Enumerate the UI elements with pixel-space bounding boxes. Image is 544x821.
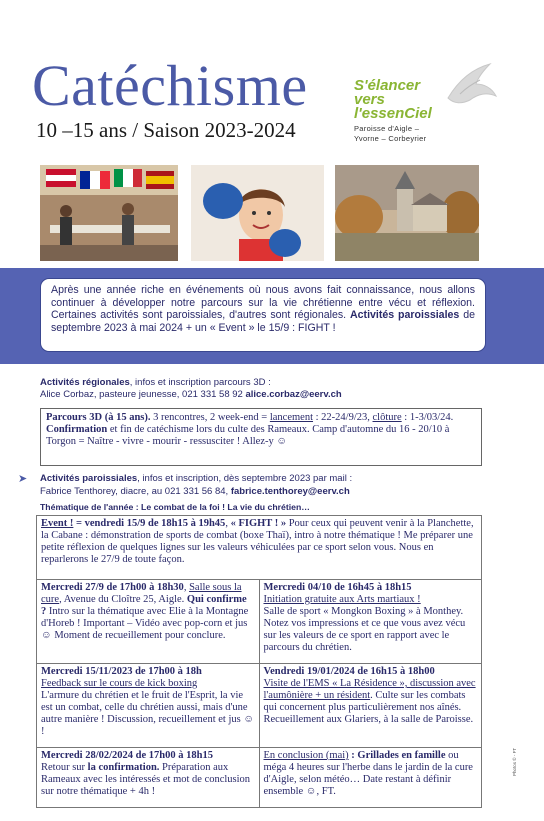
- page-subtitle: 10 –15 ans / Saison 2023-2024: [36, 118, 296, 142]
- parish-logo: [352, 58, 502, 148]
- intro-text: Après une année riche en événements où nous avons fait connaissance, nous allons continuer à développer notre parcours sur la vie chrétienne entre vécu et réflexion. Certaines activités sont paroissiales, d'autres sont régionales.: [51, 284, 475, 322]
- parish-info: [40, 472, 352, 498]
- photo-classroom: [40, 165, 178, 261]
- parish-contact: Fabrice Tenthorey, diacre, au 021 331 56 84,: [40, 486, 231, 497]
- c5-bold: la confirmation.: [87, 762, 160, 774]
- parcours-confirmation: Confirmation: [46, 424, 108, 435]
- c4-date: Vendredi 19/01/2024 de 16h15 à 18h00: [263, 666, 435, 677]
- cell-28-02: [37, 748, 260, 808]
- intro-box: [40, 278, 486, 352]
- c2-sub: Initiation gratuite aux Arts martiaux !: [263, 594, 421, 606]
- intro-rest: de septembre 2023 à mai 2024 + un « Event » le 15/9 : FIGHT !: [51, 309, 475, 335]
- calendar-table: [36, 515, 482, 808]
- c1-place: Salle sous la cure: [41, 582, 242, 606]
- event-text: Pour ceux qui peuvent venir à la Planchette, la Cabane : démonstration de sports de combat (boxe Thaï), intro à notre thématique ! Me préparer une petite réflexion de quelques lignes sur les valeurs véhiculées par ce sport selon vous. Nous en reparlerons le 27/9 de toute façon.: [41, 518, 474, 566]
- parcours-3d-box: [40, 408, 482, 466]
- photo-boxing-child: [191, 165, 324, 261]
- arrow-bullet-icon: ➤: [18, 473, 28, 485]
- c6-sub: En conclusion (mai): [263, 750, 349, 761]
- c6-text: ou méga 4 heures sur l'herbe dans le jardin de la cure d'Aigle, selon météo… Date restant à définir ensemble ☺, FT.: [263, 750, 473, 798]
- c5-text: Préparation aux Rameaux avec les intéressés et mot de conclusion sur notre thématique + 4h !: [41, 762, 251, 798]
- c2-text: Salle de sport « Mongkon Boxing » à Monthey. Notez vos impressions et ce que vous avez vécu sur les valeurs de ce sport en rapport avec le parcours du chrétien.: [263, 606, 466, 654]
- table-row: [37, 516, 482, 580]
- c3-date: Mercredi 15/11/2023 de 17h00 à 18h: [41, 666, 202, 677]
- c6-bold: : Grillades en famille: [348, 750, 446, 761]
- c1-text: Intro sur la thématique avec Elie à la Montagne d'Horeb ! Important – Vidéo avec pop-corn et jus ☺ Moment de recueillement pour conclure.: [41, 606, 249, 642]
- parcours-text-2: : 22-24/9/23,: [313, 412, 373, 423]
- parish-label: Activités paroissiales: [40, 473, 138, 484]
- parcours-cloture: clôture: [372, 412, 402, 423]
- event-cell: Event ! = vendredi 15/9 de 18h15 à 19h45, « FIGHT ! » Pour ceux qui peuvent venir à la Planchette, la Cabane : démonstration de sports de combat (boxe Thaï), intro à notre thématique ! Me préparer une petite réflexion de quelques lignes sur les valeurs véhiculées par ce sport selon vous. Nous en reparlerons le 27/9 de toute façon.: [37, 516, 482, 580]
- c3-sub: Feedback sur le cours de kick boxing: [41, 678, 198, 690]
- c1-question: Qui confirme ?: [41, 594, 247, 618]
- logo-text-1: S'élancer: [354, 77, 421, 94]
- cell-conclusion: [259, 748, 482, 808]
- c5-date: Mercredi 28/02/2024 de 17h00 à 18h15: [41, 750, 213, 761]
- parcours-lancement: lancement: [269, 412, 314, 423]
- parcours-title: Parcours 3D (à 15 ans).: [46, 412, 151, 423]
- dove-icon: [440, 58, 500, 118]
- c1-date: Mercredi 27/9 de 17h00 à 18h30: [41, 582, 184, 593]
- regional-info: [40, 377, 342, 401]
- event-date: = vendredi 15/9 de 18h15 à 19h45: [73, 518, 226, 529]
- parish-label-rest: , infos et inscription, dès septembre 2023 par mail :: [137, 473, 353, 484]
- c5-t1: Retour sur: [41, 762, 88, 774]
- event-fight: « FIGHT ! »: [230, 518, 287, 529]
- c3-text: L'armure du chrétien et le fruit de l'Esprit, la vie est un combat, celle du chrétien aussi, mais d'une autre manière ! Discussion, recueillement et jus ☺ !: [41, 690, 255, 738]
- c4-sub: Visite de l'EMS « La Résidence », discussion avec l'aumônière + un résident: [263, 678, 476, 702]
- table-row: [37, 580, 482, 664]
- theme-line: Thématique de l'année : Le combat de la foi ! La vie du chrétien…: [40, 502, 310, 512]
- regional-email[interactable]: alice.corbaz@eerv.ch: [245, 389, 342, 400]
- c2-date: Mercredi 04/10 de 16h45 à 18h15: [263, 582, 412, 593]
- cell-15-11: [37, 664, 260, 748]
- logo-text-2: vers: [354, 91, 385, 108]
- regional-label-rest: , infos et inscription parcours 3D :: [129, 377, 271, 388]
- intro-bold: Activités paroissiales: [350, 309, 460, 322]
- photo-church: [335, 165, 479, 261]
- event-label: Event !: [41, 518, 74, 529]
- cell-04-10: [259, 580, 482, 664]
- logo-text-3: l'essenCiel: [354, 105, 432, 122]
- cell-19-01: [259, 664, 482, 748]
- logo-parish-2: Yvorne – Corbeyrier: [354, 134, 427, 143]
- page-title: Catéchisme: [32, 53, 308, 118]
- parish-email[interactable]: fabrice.tenthorey@eerv.ch: [230, 486, 350, 497]
- regional-contact: Alice Corbaz, pasteure jeunesse, 021 331 58 92: [40, 389, 246, 400]
- c4-text: . Culte sur les combats qui concernent plus particulièrement nos aînés. Recueillement aux Glariers, à la salle de Paroisse.: [263, 690, 474, 726]
- parcours-text-4: et fin de catéchisme lors du culte des Rameaux. Camp d'automne du 16 - 20/10 à Torgon = Naître - vivre - mourir - ressusciter ! Allez-y ☺: [46, 424, 450, 447]
- table-row: [37, 664, 482, 748]
- c1-addr: , Avenue du Cloître 25, Aigle.: [59, 594, 185, 606]
- regional-label: Activités régionales: [40, 377, 130, 388]
- cell-27-9: Mercredi 27/9 de 17h00 à 18h30, Salle sous la cure, Avenue du Cloître 25, Aigle. Qui confirme ? Intro sur la thématique avec Elie à la Montagne d'Horeb ! Important – Vidéo avec pop-corn et jus ☺ Moment de recueillement pour conclure.: [37, 580, 260, 664]
- table-row: [37, 748, 482, 808]
- logo-parish-1: Paroisse d'Aigle –: [354, 124, 420, 133]
- photo-credit: Photos © - FT: [512, 747, 517, 776]
- parcours-text-1: 3 rencontres, 2 week-end =: [150, 412, 270, 423]
- parcours-text-3: : 1-3/03/24.: [401, 412, 454, 423]
